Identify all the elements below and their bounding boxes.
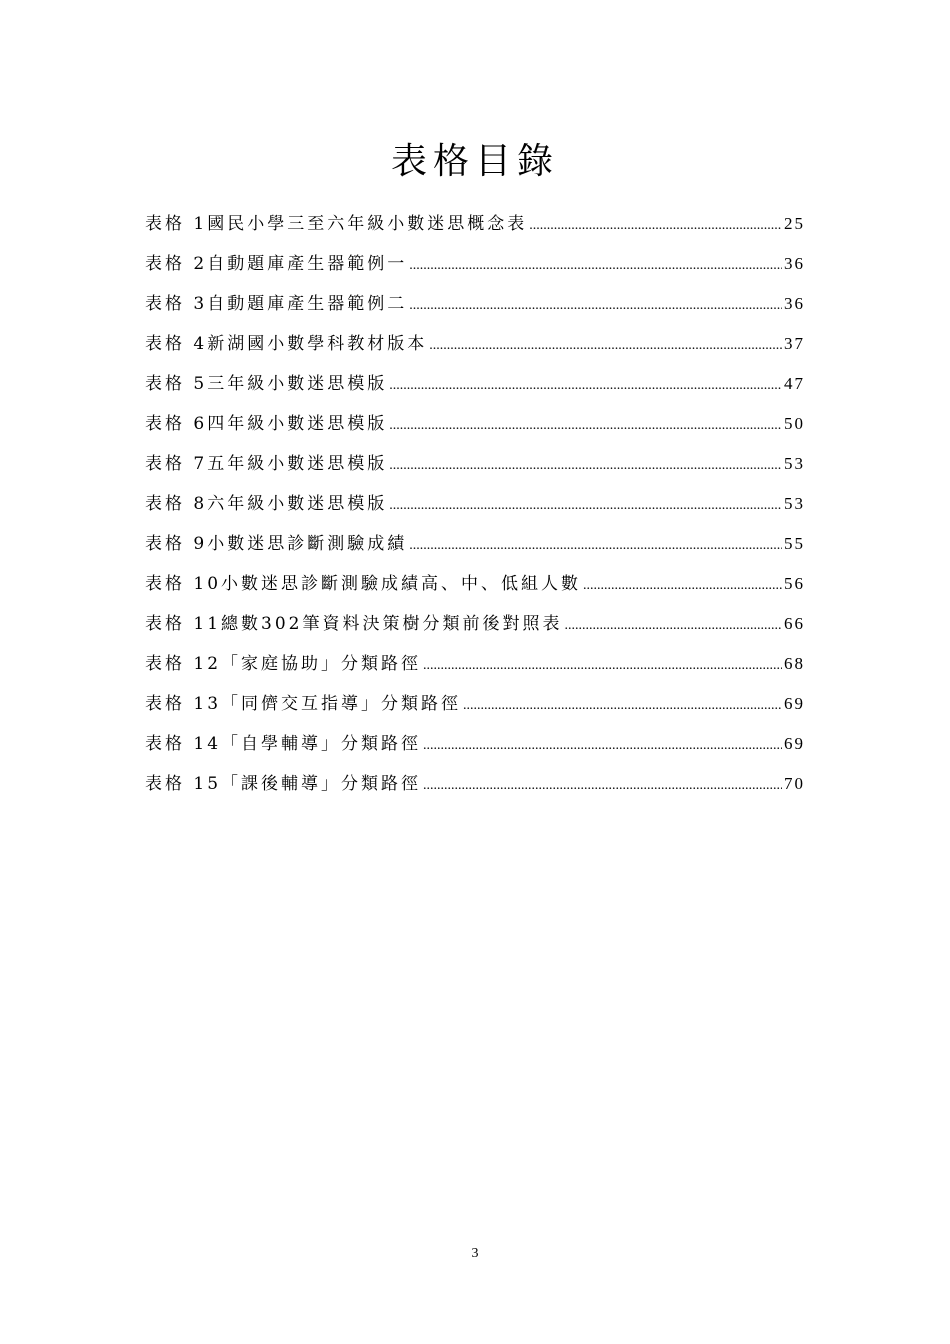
toc-entry-page: 66	[784, 614, 805, 633]
dot-leader	[583, 566, 782, 606]
toc-entry-label: 表格 11總數302筆資料決策樹分類前後對照表	[145, 614, 563, 634]
page-title: 表格目錄	[390, 141, 559, 182]
toc-entry[interactable]	[145, 524, 805, 564]
dot-leader	[409, 526, 782, 566]
dot-leader	[389, 446, 782, 486]
toc-entry-page: 55	[784, 534, 805, 553]
toc-entry-page: 25	[784, 214, 805, 233]
toc-entry[interactable]	[145, 484, 805, 524]
toc-entry[interactable]	[145, 444, 805, 484]
dot-leader	[423, 646, 782, 686]
dot-leader	[409, 246, 782, 286]
toc-entry[interactable]	[145, 244, 805, 284]
toc-entry-label: 表格 3自動題庫產生器範例二	[145, 294, 408, 314]
toc-entry-page: 70	[784, 774, 805, 793]
toc-entry[interactable]	[145, 684, 805, 724]
toc-entry-label: 表格 13「同儕交互指導」分類路徑	[145, 694, 462, 714]
toc-entry[interactable]	[145, 404, 805, 444]
dot-leader	[389, 406, 782, 446]
toc-entry-label: 表格 15「課後輔導」分類路徑	[145, 774, 422, 794]
dot-leader	[429, 326, 782, 366]
toc-entry[interactable]	[145, 644, 805, 684]
toc-entry-page: 47	[784, 374, 805, 393]
dot-leader	[423, 766, 782, 806]
toc-entry-page: 69	[784, 694, 805, 713]
toc-entry-page: 36	[784, 254, 805, 273]
toc-entry-page: 53	[784, 454, 805, 473]
toc-entry[interactable]	[145, 324, 805, 364]
toc-entry-label: 表格 12「家庭協助」分類路徑	[145, 654, 422, 674]
toc-entry-label: 表格 6四年級小數迷思模版	[145, 414, 388, 434]
toc-entry[interactable]	[145, 724, 805, 764]
toc-entry-label: 表格 14「自學輔導」分類路徑	[145, 734, 422, 754]
toc-entry-label: 表格 4新湖國小數學科教材版本	[145, 334, 428, 354]
toc-entry-page: 50	[784, 414, 805, 433]
toc-entry[interactable]	[145, 364, 805, 404]
dot-leader	[564, 606, 782, 646]
toc-entry-page: 69	[784, 734, 805, 753]
toc-entry[interactable]	[145, 204, 805, 244]
toc-entry[interactable]	[145, 764, 805, 804]
toc-entry[interactable]	[145, 564, 805, 604]
toc-entry-label: 表格 2自動題庫產生器範例一	[145, 254, 408, 274]
toc-entry-page: 37	[784, 334, 805, 353]
table-of-tables-list	[145, 204, 805, 804]
dot-leader	[529, 206, 782, 246]
toc-entry-page: 53	[784, 494, 805, 513]
dot-leader	[389, 486, 782, 526]
toc-entry-label: 表格 5三年級小數迷思模版	[145, 374, 388, 394]
toc-entry-page: 68	[784, 654, 805, 673]
dot-leader	[463, 686, 782, 726]
toc-entry-label: 表格 10小數迷思診斷測驗成績高、中、低組人數	[145, 574, 582, 594]
toc-entry-label: 表格 7五年級小數迷思模版	[145, 454, 388, 474]
dot-leader	[423, 726, 782, 766]
dot-leader	[389, 366, 782, 406]
page-number: 3	[471, 1246, 479, 1261]
toc-entry-label: 表格 9小數迷思診斷測驗成績	[145, 534, 408, 554]
toc-entry-page: 36	[784, 294, 805, 313]
toc-entry-page: 56	[784, 574, 805, 593]
toc-entry-label: 表格 8六年級小數迷思模版	[145, 494, 388, 514]
toc-entry-label: 表格 1國民小學三至六年級小數迷思概念表	[145, 214, 528, 234]
toc-entry[interactable]	[145, 284, 805, 324]
dot-leader	[409, 286, 782, 326]
toc-entry[interactable]	[145, 604, 805, 644]
